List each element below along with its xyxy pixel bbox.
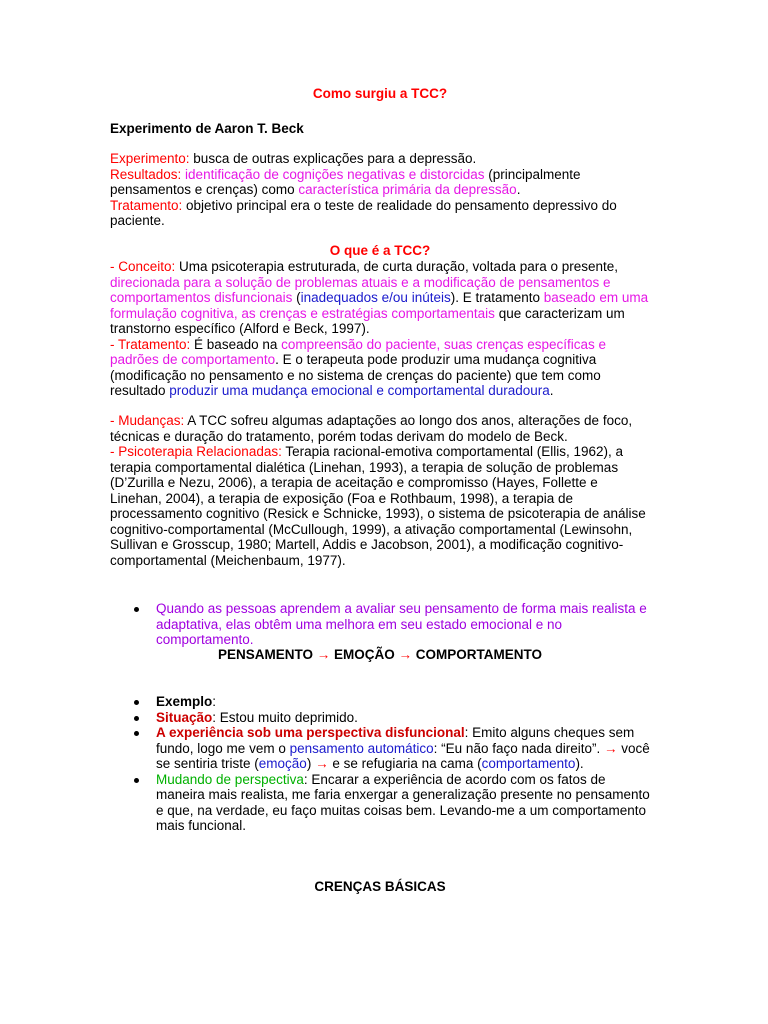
results-text: (principalmente pensamentos e crenças) como	[110, 166, 581, 197]
arrow-right-icon: →	[315, 756, 329, 771]
section-title-core-beliefs: CRENÇAS BÁSICAS	[314, 879, 446, 894]
dysfunctional-text-4: )	[306, 756, 316, 771]
results-highlight-2: característica primária da depressão	[298, 182, 517, 197]
section-title-what: O que é a TCC?	[329, 243, 431, 258]
example-list	[110, 694, 650, 834]
example-colon: :	[212, 694, 217, 709]
changes-text: A TCC sofreu algumas adaptações ao longo dos anos, alterações de foco, técnicas e duração do tratamento, porém todas derivam do modelo de Beck.	[110, 413, 633, 444]
flow-behavior: COMPORTAMENTO	[415, 647, 543, 662]
arrow-right-icon: →	[316, 647, 331, 662]
experiment-text: busca de outras explicações para a depressão.	[189, 151, 477, 166]
concept-text-3: ). E tratamento	[450, 290, 544, 305]
treatment2-highlight-1: compreensão do paciente, suas crenças específicas e padrões de comportamento	[110, 336, 607, 367]
results-label: Resultados:	[110, 166, 182, 182]
arrow-right-icon: →	[604, 740, 618, 756]
beck-heading: Experimento de Aaron T. Beck	[110, 121, 304, 136]
treatment2-text-2: . E o terapeuta pode produzir uma mudança cognitiva (modificação no pensamento e no sistema de crenças do paciente) que tem como resultado	[110, 352, 601, 398]
changes-label: - Mudanças:	[110, 413, 185, 428]
dysfunctional-text-2: : “Eu não faço nada direito”.	[433, 740, 605, 756]
concept-highlight-1: direcionada para a solução de problemas atuais e a modificação de pensamentos e comportamentos disfuncionais	[110, 274, 611, 305]
dysfunctional-text-5: e se refugiaria na cama (	[328, 756, 482, 771]
arrow-right-icon: →	[398, 647, 413, 662]
perspective-text: : Encarar a experiência de acordo com os fatos de maneira mais realista, me faria enxergar a generalização presente no pensamento e que, na verdade, eu faço muitas coisas bem. Levando-me a um comportamento mais funcional.	[156, 771, 650, 833]
behavior-highlight: comportamento	[481, 756, 576, 771]
treatment2-label: - Tratamento:	[110, 336, 191, 352]
dysfunctional-label: A experiência sob uma perspectiva disfuncional	[156, 725, 465, 740]
example-label: Exemplo	[156, 694, 213, 709]
list-item	[110, 725, 650, 772]
concept-label: - Conceito:	[110, 259, 176, 274]
list-item	[110, 694, 650, 710]
thought-emotion-behavior-flow	[110, 647, 650, 663]
results-end: .	[516, 182, 521, 197]
list-item	[110, 710, 650, 726]
perspective-label: Mudando de perspectiva	[156, 771, 304, 787]
concept-text-2: (	[292, 290, 301, 305]
dysfunctional-text-6: ).	[575, 756, 584, 771]
section-title-origin: Como surgiu a TCC?	[312, 86, 448, 101]
situation-text: : Estou muito deprimido.	[212, 709, 358, 725]
concept-text-4: que caracterizam um transtorno específico (Alford e Beck, 1997).	[110, 305, 625, 336]
changes-paragraph	[110, 413, 650, 568]
flow-emotion: EMOÇÃO	[334, 647, 395, 662]
concept-text-1: Uma psicoterapia estruturada, de curta duração, voltada para o presente,	[175, 259, 619, 274]
treatment-text: objetivo principal era o teste de realidade do pensamento depressivo do paciente.	[110, 197, 617, 228]
concept-highlight-3: baseado em uma formulação cognitiva, as crenças e estratégias comportamentais	[110, 290, 649, 321]
dysfunctional-text-3: você se sentiria triste (	[156, 740, 650, 771]
list-item: Quando as pessoas aprendem a avaliar seu pensamento de forma mais realista e adaptativa, elas obtêm uma melhora em seu estado emocional e no comportamento.	[110, 601, 650, 648]
concept-treatment-paragraph	[110, 259, 650, 399]
experiment-label: Experimento:	[110, 151, 190, 166]
treatment2-highlight-2: produzir uma mudança emocional e comportamental duradoura	[169, 383, 550, 398]
treatment2-text-1: É baseado na	[190, 336, 282, 352]
treatment-label: Tratamento:	[110, 197, 183, 213]
related-therapies-text: Terapia racional-emotiva comportamental (Ellis, 1962), a terapia comportamental dialética (Linehan, 1993), a terapia de solução de problemas (D’Zurilla e Nezu, 2006), a terapia de aceitação e compromisso (Hayes, Follette e Linehan, 2004), a terapia de exposição (Foa e Rothbaum, 1998), a terapia de processamento cognitivo (Resick e Schnicke, 1993), o sistema de psicoterapia de análise cognitivo-comportamental (McCullough, 1999), a ativação comportamental (Lewinsohn, Sullivan e Grosscup, 1980; Martell, Addis e Jacobson, 2001), a modificação cognitivo-comportamental (Meichenbaum, 1977).	[110, 444, 646, 568]
flow-thought: PENSAMENTO	[217, 647, 313, 662]
dysfunctional-text-1: : Emito alguns cheques sem fundo, logo me vem o	[156, 725, 635, 756]
treatment2-text-3: .	[549, 383, 554, 398]
concept-highlight-2: inadequados e/ou inúteis	[300, 290, 451, 305]
results-highlight-1: identificação de cognições negativas e distorcidas	[181, 166, 485, 182]
related-therapies-label: - Psicoterapia Relacionadas:	[110, 444, 282, 459]
emotion-highlight: emoção	[258, 756, 307, 771]
automatic-thought: pensamento automático	[289, 740, 434, 756]
situation-label: Situação	[156, 709, 213, 725]
list-item	[110, 772, 650, 834]
beck-paragraph	[110, 151, 650, 229]
insight-list	[110, 601, 650, 648]
